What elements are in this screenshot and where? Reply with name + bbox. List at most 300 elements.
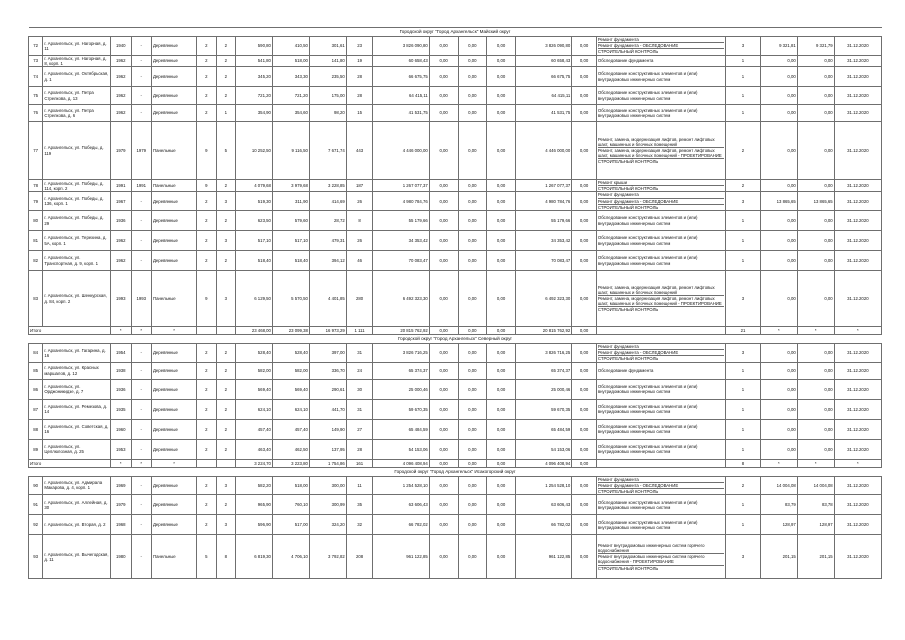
cell-total: 961 122,85 xyxy=(373,535,429,579)
cell-fund: 66 782,02 xyxy=(515,515,571,535)
cell-z3: 0,00 xyxy=(487,379,516,399)
work-types-cell xyxy=(596,362,725,379)
cell-z2: 0,00 xyxy=(458,122,487,180)
cell-y2: 1991 xyxy=(131,180,152,192)
cell-res: 26 xyxy=(346,192,373,211)
cell-z4: 0,00 xyxy=(572,399,597,419)
cell-z3: 0,00 xyxy=(487,87,516,105)
cell-y2: 1993 xyxy=(131,271,152,327)
cell-date: 31.12.2020 xyxy=(834,344,881,363)
total-sts: 8 xyxy=(726,459,761,467)
total-a1: 23 468,00 xyxy=(236,327,273,335)
total-blank xyxy=(596,459,725,467)
cell-cs2: 0,00 xyxy=(797,122,834,180)
cell-cs2: 0,00 xyxy=(797,87,834,105)
cell-a3: 301,61 xyxy=(309,37,346,56)
cell-total: 66 782,02 xyxy=(373,515,429,535)
work-type-item: Обследование конструктивных элементов и (или) внутридомовых инженерных систем xyxy=(597,107,698,119)
total-total: 20 815 762,92 xyxy=(373,327,429,335)
cell-mat: Деревянные xyxy=(152,515,197,535)
cell-z4: 0,00 xyxy=(572,476,597,495)
cell-en: 2 xyxy=(216,55,235,66)
cell-a3: 414,69 xyxy=(309,192,346,211)
cell-cs1: 201,15 xyxy=(760,535,797,579)
total-z3: 0,00 xyxy=(487,459,516,467)
cell-a2: 343,30 xyxy=(272,67,309,87)
cell-y2: - xyxy=(131,495,152,515)
cell-num: 81 xyxy=(29,231,43,251)
cell-z2: 0,00 xyxy=(458,362,487,379)
cell-fund: 961 122,85 xyxy=(515,535,571,579)
total-row xyxy=(29,459,882,467)
total-blank xyxy=(216,327,235,335)
cell-z4: 0,00 xyxy=(572,211,597,231)
cell-fl: 2 xyxy=(197,87,216,105)
cell-num: 79 xyxy=(29,192,43,211)
cell-cs1: 0,00 xyxy=(760,419,797,439)
work-types-cell xyxy=(596,192,725,211)
cell-date: 31.12.2020 xyxy=(834,192,881,211)
cell-sts: 1 xyxy=(726,399,761,419)
cell-a2: 4 706,10 xyxy=(272,535,309,579)
cell-sts: 3 xyxy=(726,192,761,211)
cell-res: 208 xyxy=(346,535,373,579)
cell-addr: г. Архангельск, ул. Вычегодская, д. 11 xyxy=(43,535,111,579)
work-types-cell xyxy=(596,37,725,56)
work-type-item: Ремонт, замена, модернизация лифтов, ремонт лифтовых шахт, машинных и блочных помещений xyxy=(598,137,724,148)
table-row xyxy=(29,439,882,459)
cell-total: 70 083,47 xyxy=(373,251,429,271)
cell-sts: 1 xyxy=(726,211,761,231)
cell-mat: Панельные xyxy=(152,535,197,579)
total-blank xyxy=(197,327,216,335)
table-row xyxy=(29,180,882,192)
cell-cs1: 0,00 xyxy=(760,271,797,327)
cell-a1: 528,40 xyxy=(236,344,273,363)
cell-a2: 410,50 xyxy=(272,37,309,56)
total-row xyxy=(29,327,882,335)
cell-en: 2 xyxy=(216,211,235,231)
cell-a2: 528,40 xyxy=(272,344,309,363)
cell-a3: 479,31 xyxy=(309,231,346,251)
cell-date: 31.12.2020 xyxy=(834,55,881,66)
work-types-cell xyxy=(596,180,725,192)
cell-date: 31.12.2020 xyxy=(834,211,881,231)
work-types-cell xyxy=(596,231,725,251)
cell-res: 28 xyxy=(346,87,373,105)
work-type-item: Обследование конструктивных элементов и (или) внутридомовых инженерных систем xyxy=(597,403,698,415)
cell-y1: 1954 xyxy=(111,344,132,363)
cell-cs2: 14 004,08 xyxy=(797,476,834,495)
cell-a2: 3 979,68 xyxy=(272,180,309,192)
cell-mat: Деревянные xyxy=(152,419,197,439)
work-type-item: СТРОИТЕЛЬНЫЙ КОНТРОЛЬ xyxy=(597,204,659,210)
cell-z4: 0,00 xyxy=(572,55,597,66)
cell-en: 3 xyxy=(216,231,235,251)
cell-num: 92 xyxy=(29,515,43,535)
cell-addr: г. Архангельск, ул. Целлюлозная, д. 25 xyxy=(43,439,111,459)
cell-fl: 2 xyxy=(197,67,216,87)
cell-fl: 2 xyxy=(197,362,216,379)
cell-y1: 1962 xyxy=(111,87,132,105)
table-row xyxy=(29,419,882,439)
work-type-item: Обследование фундамента xyxy=(597,58,654,64)
table-row xyxy=(29,362,882,379)
total-y1: * xyxy=(111,459,132,467)
work-types-cell xyxy=(596,67,725,87)
cell-cs2: 0,00 xyxy=(797,362,834,379)
cell-y2: - xyxy=(131,55,152,66)
cell-num: 74 xyxy=(29,67,43,87)
cell-fl: 2 xyxy=(197,251,216,271)
cell-fl: 2 xyxy=(197,495,216,515)
cell-date: 31.12.2020 xyxy=(834,439,881,459)
total-blank xyxy=(596,327,725,335)
cell-a2: 354,60 xyxy=(272,105,309,122)
cell-z1: 0,00 xyxy=(429,439,458,459)
cell-mat: Деревянные xyxy=(152,37,197,56)
cell-date: 31.12.2020 xyxy=(834,399,881,419)
cell-z2: 0,00 xyxy=(458,180,487,192)
work-types-cell xyxy=(596,399,725,419)
cell-z1: 0,00 xyxy=(429,362,458,379)
work-types-cell xyxy=(596,122,725,180)
cell-a1: 624,10 xyxy=(236,399,273,419)
cell-z2: 0,00 xyxy=(458,535,487,579)
cell-cs2: 0,00 xyxy=(797,180,834,192)
cell-cs1: 13 865,65 xyxy=(760,192,797,211)
cell-res: 19 xyxy=(346,55,373,66)
cell-z4: 0,00 xyxy=(572,105,597,122)
cell-a1: 582,20 xyxy=(236,476,273,495)
cell-total: 63 606,43 xyxy=(373,495,429,515)
cell-cs2: 0,00 xyxy=(797,211,834,231)
cell-z3: 0,00 xyxy=(487,535,516,579)
work-type-item: Ремонт фундамента xyxy=(598,192,724,198)
cell-fund: 55 179,66 xyxy=(515,211,571,231)
cell-z1: 0,00 xyxy=(429,399,458,419)
cell-a3: 7 671,74 xyxy=(309,122,346,180)
work-type-item: Ремонт фундамента - ОБСЛЕДОВАНИЕ xyxy=(598,199,724,205)
cell-a1: 582,00 xyxy=(236,362,273,379)
work-type-item: Ремонт фундамента xyxy=(598,344,724,350)
total-mat: * xyxy=(152,459,197,467)
cell-y1: 1962 xyxy=(111,251,132,271)
cell-a2: 518,00 xyxy=(272,55,309,66)
cell-cs1: 0,00 xyxy=(760,87,797,105)
work-type-item: СТРОИТЕЛЬНЫЙ КОНТРОЛЬ xyxy=(597,49,659,55)
cell-z3: 0,00 xyxy=(487,495,516,515)
cell-fl: 2 xyxy=(197,231,216,251)
total-y2: * xyxy=(131,327,152,335)
cell-total: 65 484,59 xyxy=(373,419,429,439)
cell-z1: 0,00 xyxy=(429,67,458,87)
cell-date: 31.12.2020 xyxy=(834,122,881,180)
cell-date: 31.12.2020 xyxy=(834,362,881,379)
cell-num: 85 xyxy=(29,362,43,379)
cell-en: 2 xyxy=(216,87,235,105)
cell-cs1: 0,00 xyxy=(760,211,797,231)
cell-num: 80 xyxy=(29,211,43,231)
cell-y2: - xyxy=(131,67,152,87)
capital-repair-register xyxy=(28,27,882,579)
cell-mat: Деревянные xyxy=(152,192,197,211)
cell-en: 8 xyxy=(216,535,235,579)
cell-num: 83 xyxy=(29,271,43,327)
work-types-cell xyxy=(596,379,725,399)
cell-cs2: 9 321,79 xyxy=(797,37,834,56)
cell-z1: 0,00 xyxy=(429,535,458,579)
total-label: Итого xyxy=(29,327,111,335)
cell-z3: 0,00 xyxy=(487,399,516,419)
cell-y1: 1979 xyxy=(111,495,132,515)
cell-a3: 324,20 xyxy=(309,515,346,535)
cell-fund: 59 670,35 xyxy=(515,399,571,419)
cell-num: 89 xyxy=(29,439,43,459)
cell-res: 28 xyxy=(346,439,373,459)
cell-z3: 0,00 xyxy=(487,419,516,439)
cell-cs1: 128,97 xyxy=(760,515,797,535)
cell-res: 24 xyxy=(346,362,373,379)
cell-cs1: 0,00 xyxy=(760,439,797,459)
cell-date: 31.12.2020 xyxy=(834,515,881,535)
work-type-item: СТРОИТЕЛЬНЫЙ КОНТРОЛЬ xyxy=(597,489,659,495)
table-row xyxy=(29,271,882,327)
cell-cs2: 83,78 xyxy=(797,495,834,515)
cell-mat: Деревянные xyxy=(152,379,197,399)
cell-a1: 519,30 xyxy=(236,192,273,211)
cell-z2: 0,00 xyxy=(458,379,487,399)
cell-cs2: 128,97 xyxy=(797,515,834,535)
cell-addr: г. Архангельск, ул. Петра Стрелкова, д. 13 xyxy=(43,87,111,105)
table-row xyxy=(29,87,882,105)
cell-sts: 2 xyxy=(726,476,761,495)
cell-y1: 1993 xyxy=(111,271,132,327)
cell-fund: 34 353,42 xyxy=(515,231,571,251)
cell-sts: 3 xyxy=(726,535,761,579)
cell-en: 2 xyxy=(216,67,235,87)
cell-y1: 1962 xyxy=(111,55,132,66)
cell-cs1: 0,00 xyxy=(760,344,797,363)
cell-y1: 1960 xyxy=(111,419,132,439)
table-row xyxy=(29,231,882,251)
cell-z2: 0,00 xyxy=(458,344,487,363)
cell-mat: Деревянные xyxy=(152,105,197,122)
cell-cs1: 0,00 xyxy=(760,67,797,87)
total-a3: 1 754,86 xyxy=(309,459,346,467)
register-body xyxy=(29,28,882,579)
cell-sts: 1 xyxy=(726,251,761,271)
cell-a3: 336,70 xyxy=(309,362,346,379)
cell-cs2: 0,00 xyxy=(797,67,834,87)
cell-num: 77 xyxy=(29,122,43,180)
cell-res: 280 xyxy=(346,271,373,327)
cell-fund: 25 000,46 xyxy=(515,379,571,399)
cell-z3: 0,00 xyxy=(487,192,516,211)
total-z2: 0,00 xyxy=(458,327,487,335)
work-types-cell xyxy=(596,251,725,271)
cell-date: 31.12.2020 xyxy=(834,67,881,87)
cell-total: 34 353,42 xyxy=(373,231,429,251)
cell-en: 2 xyxy=(216,251,235,271)
cell-z3: 0,00 xyxy=(487,515,516,535)
cell-sts: 3 xyxy=(726,37,761,56)
cell-z2: 0,00 xyxy=(458,37,487,56)
cell-sts: 1 xyxy=(726,495,761,515)
cell-addr: г. Архангельск, ул. Транспортная, д. 9, корп. 1 xyxy=(43,251,111,271)
cell-res: 30 xyxy=(346,379,373,399)
cell-z4: 0,00 xyxy=(572,344,597,363)
cell-addr: г. Архангельск, ул. Победы, д. 136, корп. 1 xyxy=(43,192,111,211)
cell-a3: 290,61 xyxy=(309,379,346,399)
cell-z4: 0,00 xyxy=(572,37,597,56)
cell-z2: 0,00 xyxy=(458,251,487,271)
cell-cs2: 13 865,65 xyxy=(797,192,834,211)
total-mat: * xyxy=(152,327,197,335)
cell-addr: г. Архангельск, ул. Нагорная, д. 11 xyxy=(43,37,111,56)
cell-addr: г. Архангельск, ул. Красных маршалов, д. 12 xyxy=(43,362,111,379)
cell-a3: 397,00 xyxy=(309,344,346,363)
cell-mat: Деревянные xyxy=(152,495,197,515)
cell-res: 26 xyxy=(346,231,373,251)
cell-num: 72 xyxy=(29,37,43,56)
work-types-cell xyxy=(596,211,725,231)
cell-cs1: 83,79 xyxy=(760,495,797,515)
cell-z2: 0,00 xyxy=(458,87,487,105)
cell-z2: 0,00 xyxy=(458,271,487,327)
cell-a3: 441,70 xyxy=(309,399,346,419)
cell-a2: 457,40 xyxy=(272,419,309,439)
cell-res: 46 xyxy=(346,251,373,271)
cell-fund: 6 492 323,30 xyxy=(515,271,571,327)
work-type-item: СТРОИТЕЛЬНЫЙ КОНТРОЛЬ xyxy=(597,565,659,571)
cell-a3: 4 401,85 xyxy=(309,271,346,327)
work-types-cell xyxy=(596,476,725,495)
cell-y2: - xyxy=(131,515,152,535)
cell-total: 65 374,37 xyxy=(373,362,429,379)
cell-res: 8 xyxy=(346,211,373,231)
cell-fl: 2 xyxy=(197,105,216,122)
cell-a2: 9 116,50 xyxy=(272,122,309,180)
cell-date: 31.12.2020 xyxy=(834,495,881,515)
cell-addr: г. Архангельск, ул. Шенкурская, д. 84, корп. 2 xyxy=(43,271,111,327)
cell-num: 78 xyxy=(29,180,43,192)
work-types-cell xyxy=(596,535,725,579)
cell-num: 93 xyxy=(29,535,43,579)
cell-sts: 1 xyxy=(726,67,761,87)
cell-num: 73 xyxy=(29,55,43,66)
cell-cs1: 0,00 xyxy=(760,105,797,122)
total-total: 4 096 408,94 xyxy=(373,459,429,467)
cell-mat: Деревянные xyxy=(152,231,197,251)
cell-sts: 1 xyxy=(726,379,761,399)
cell-date: 31.12.2020 xyxy=(834,379,881,399)
cell-date: 31.12.2020 xyxy=(834,231,881,251)
cell-addr: г. Архангельск, ул. Нагорная, д. 8, корп. 1 xyxy=(43,55,111,66)
cell-mat: Деревянные xyxy=(152,362,197,379)
cell-fl: 9 xyxy=(197,180,216,192)
cell-cs2: 0,00 xyxy=(797,55,834,66)
work-type-item: Ремонт крыши xyxy=(598,180,724,186)
cell-cs2: 0,00 xyxy=(797,231,834,251)
cell-fl: 5 xyxy=(197,535,216,579)
cell-total: 66 675,75 xyxy=(373,67,429,87)
cell-z2: 0,00 xyxy=(458,476,487,495)
cell-a1: 590,80 xyxy=(236,37,273,56)
cell-fund: 4 446 000,00 xyxy=(515,122,571,180)
cell-a3: 98,20 xyxy=(309,105,346,122)
cell-z1: 0,00 xyxy=(429,515,458,535)
cell-num: 87 xyxy=(29,399,43,419)
cell-fund: 4 980 784,76 xyxy=(515,192,571,211)
cell-cs1: 14 004,08 xyxy=(760,476,797,495)
cell-res: 31 xyxy=(346,399,373,419)
cell-y2: - xyxy=(131,399,152,419)
total-blank xyxy=(216,459,235,467)
cell-fund: 3 826 090,80 xyxy=(515,37,571,56)
cell-sts: 1 xyxy=(726,105,761,122)
cell-num: 82 xyxy=(29,251,43,271)
total-sts: 21 xyxy=(726,327,761,335)
cell-a3: 28,72 xyxy=(309,211,346,231)
table-row xyxy=(29,55,882,66)
cell-z1: 0,00 xyxy=(429,37,458,56)
work-type-item: Ремонт фундамента - ОБСЛЕДОВАНИЕ xyxy=(598,483,724,489)
table-row xyxy=(29,535,882,579)
cell-total: 3 826 716,25 xyxy=(373,344,429,363)
cell-mat: Деревянные xyxy=(152,344,197,363)
cell-sts: 1 xyxy=(726,87,761,105)
work-types-cell xyxy=(596,419,725,439)
cell-y2: - xyxy=(131,192,152,211)
cell-z4: 0,00 xyxy=(572,271,597,327)
cell-z1: 0,00 xyxy=(429,192,458,211)
cell-z1: 0,00 xyxy=(429,419,458,439)
cell-a2: 5 570,50 xyxy=(272,271,309,327)
cell-addr: г. Архангельск, ул. Советская, д. 16 xyxy=(43,419,111,439)
total-fund: 20 815 762,92 xyxy=(515,327,571,335)
cell-z1: 0,00 xyxy=(429,379,458,399)
cell-fl: 2 xyxy=(197,379,216,399)
cell-z1: 0,00 xyxy=(429,251,458,271)
cell-total: 59 670,35 xyxy=(373,399,429,419)
cell-addr: г. Архангельск, ул. Победы, д. 29 xyxy=(43,211,111,231)
cell-addr: г. Архангельск, ул. Адмирала Макарова, д. 4, корп. 1 xyxy=(43,476,111,495)
cell-z3: 0,00 xyxy=(487,180,516,192)
total-a3: 16 973,29 xyxy=(309,327,346,335)
cell-z3: 0,00 xyxy=(487,231,516,251)
cell-a2: 760,10 xyxy=(272,495,309,515)
work-type-item: Обследование конструктивных элементов и (или) внутридомовых инженерных систем xyxy=(597,255,698,266)
work-type-item: Ремонт фундамента xyxy=(598,37,724,43)
work-type-item: Ремонт, замена, модернизация лифтов, ремонт лифтовых шахт, машинных и блочных помещений - ПРОЕКТИРОВАНИЕ xyxy=(598,296,724,307)
cell-y1: 1980 xyxy=(111,535,132,579)
cell-fl: 9 xyxy=(197,271,216,327)
total-res: 161 xyxy=(346,459,373,467)
cell-a2: 311,90 xyxy=(272,192,309,211)
cell-en: 1 xyxy=(216,105,235,122)
cell-z4: 0,00 xyxy=(572,231,597,251)
cell-fund: 1 267 077,37 xyxy=(515,180,571,192)
cell-mat: Деревянные xyxy=(152,439,197,459)
cell-a2: 579,60 xyxy=(272,211,309,231)
cell-total: 1 254 528,10 xyxy=(373,476,429,495)
cell-z2: 0,00 xyxy=(458,211,487,231)
cell-z2: 0,00 xyxy=(458,231,487,251)
cell-fl: 2 xyxy=(197,399,216,419)
cell-en: 3 xyxy=(216,515,235,535)
cell-fl: 2 xyxy=(197,192,216,211)
